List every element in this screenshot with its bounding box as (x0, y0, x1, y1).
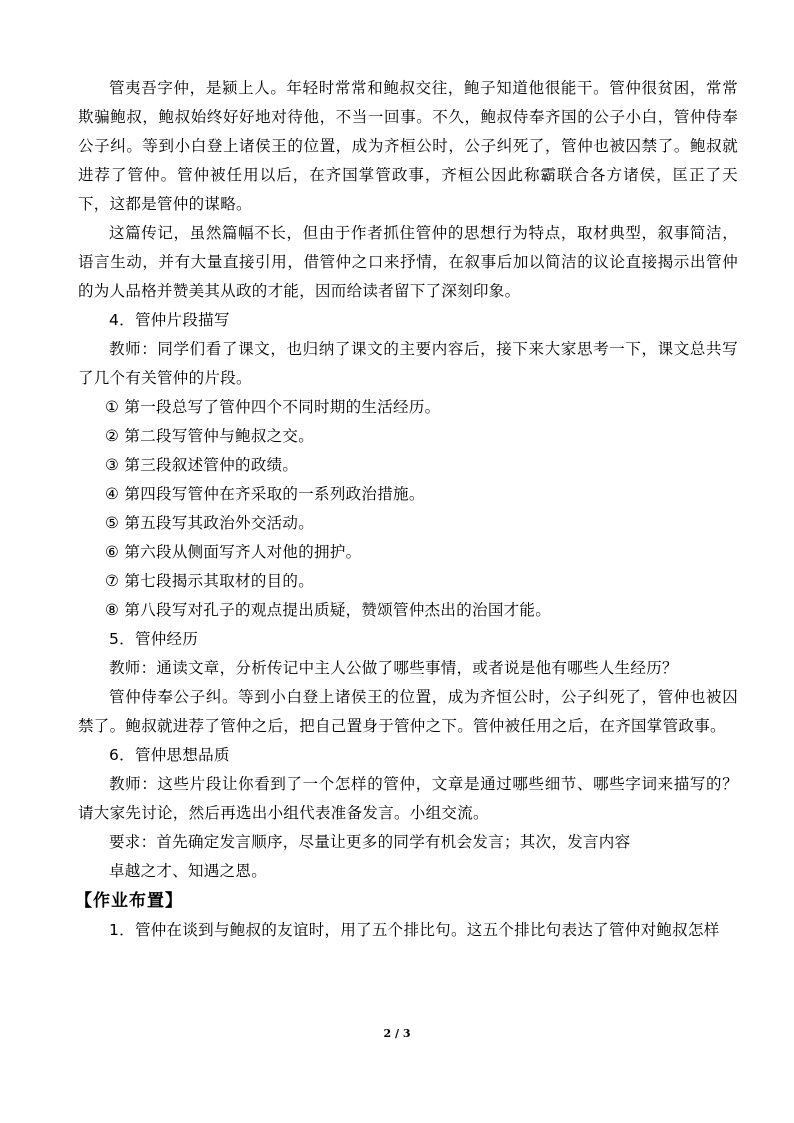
document-body (75, 74, 738, 945)
heading-section-5: 5．管仲经历 (109, 630, 199, 648)
heading-homework: 【作业布置】 (75, 891, 183, 911)
list-item-6: ⑥ 第六段从侧面写齐人对他的拥护。 (105, 543, 362, 561)
heading-section-4: 4．管仲片段描写 (109, 311, 230, 329)
paragraph-teacher-question-2: 教师：通读文章，分析传记中主人公做了哪些事情，或者说是他有哪些人生经历？ (109, 659, 678, 677)
list-item-4: ④ 第四段写管仲在齐采取的一系列政治措施。 (105, 485, 425, 503)
heading-section-6: 6．管仲思想品质 (109, 746, 230, 764)
paragraph-teacher-question-3: 教师：这些片段让你看到了一个怎样的管仲，文章是通过哪些细节、哪些字词来描写的？请大家先讨论，然后再选出小组代表准备发言。小组交流。 (78, 775, 738, 822)
list-item-5: ⑤ 第五段写其政治外交活动。 (105, 514, 315, 532)
paragraph-teacher-question-1: 教师：同学们看了课文，也归纳了课文的主要内容后，接下来大家思考一下，课文总共写了几个有关管仲的片段。 (78, 340, 738, 387)
paragraph-requirements: 要求：首先确定发言顺序，尽量让更多的同学有机会发言；其次，发言内容 (109, 833, 631, 851)
paragraph-biography-summary: 管夷吾字仲，是颍上人。年轻时常常和鲍叔交往，鲍子知道他很能干。管仲很贫困，常常欺骗鲍叔，鲍叔始终好好地对待他，不当一回事。不久，鲍叔侍奉齐国的公子小白，管仲侍奉公子纠。等到小白登上诸侯王的位置，成为齐桓公时，公子纠死了，管仲也被囚禁了。鲍叔就进荐了管仲。管仲被任用以后，在齐国掌管政事，齐桓公因此称霸联合各方诸侯，匡正了天下，这都是管仲的谋略。 (78, 79, 738, 213)
paragraph-analysis: 这篇传记，虽然篇幅不长，但由于作者抓住管仲的思想行为特点，取材典型，叙事简洁，语言生动，并有大量直接引用，借管仲之口来抒情，在叙事后加以简洁的议论直接揭示出管仲的为人品格并赞美其从政的才能，因而给读者留下了深刻印象。 (78, 224, 738, 300)
list-item-3: ③ 第三段叙述管仲的政绩。 (105, 456, 299, 474)
list-item-1: ① 第一段总写了管仲四个不同时期的生活经历。 (105, 398, 441, 416)
paragraph-conclusion: 卓越之才、知遇之恩。 (109, 862, 268, 880)
list-item-8: ⑧ 第八段写对孔子的观点提出质疑，赞颂管仲杰出的治国才能。 (105, 601, 552, 619)
page-number: 2 / 3 (383, 1027, 411, 1040)
list-item-7: ⑦ 第七段揭示其取材的目的。 (105, 572, 315, 590)
paragraph-experience: 管仲侍奉公子纠。等到小白登上诸侯王的位置，成为齐恒公时，公子纠死了，管仲也被囚禁了。鲍叔就进荐了管仲之后，把自己置身于管仲之下。管仲被任用之后，在齐国掌管政事。 (78, 688, 738, 735)
paragraph-homework-1: 1．管仲在谈到与鲍叔的友谊时，用了五个排比句。这五个排比句表达了管仲对鲍叔怎样 (109, 921, 720, 939)
list-item-2: ② 第二段写管仲与鲍叔之交。 (105, 427, 315, 445)
